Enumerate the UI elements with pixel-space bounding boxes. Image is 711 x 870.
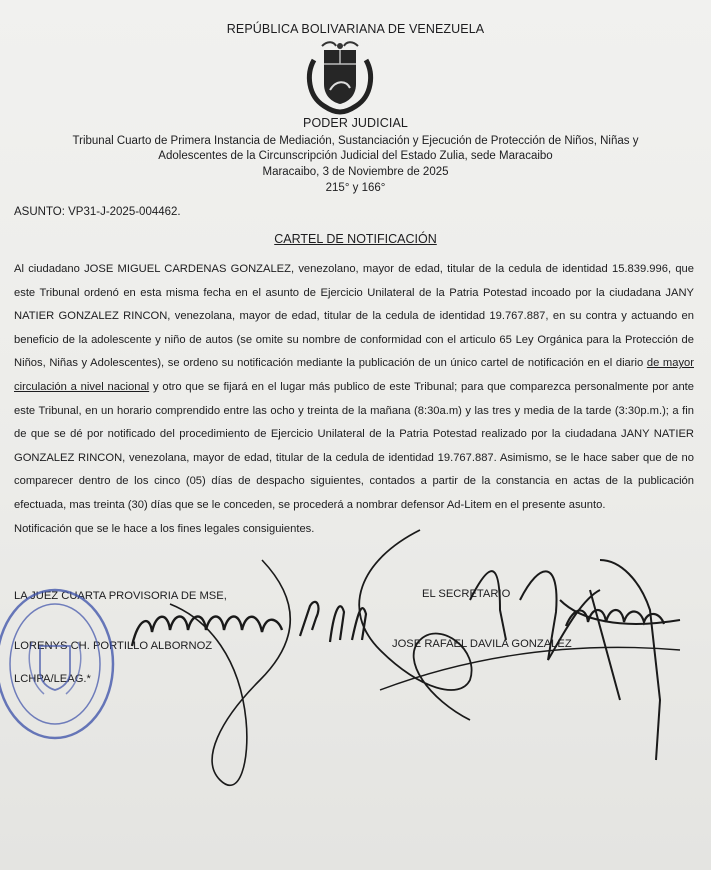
document-date: Maracaibo, 3 de Noviembre de 2025 — [262, 166, 449, 178]
court-name-line1: Tribunal Cuarto de Primera Instancia de Mediación, Sustanciación y Ejecución de Protección de Niños, Niñas y — [72, 135, 639, 147]
notice-text-part2: y otro que se fijará en el lugar más publico de este Tribunal; para que comparezca personalmente por ante este Tribunal, en un horario comprendido entre las ocho y treinta de la mañana (8:30a.m) y las tres y media de la tarde (3:30p.m.); a fin de que se dé por notificado del procedimiento de Ejercicio Unilateral de la Patria Potestad realizado por la ciudadana JANY NATIER GONZALEZ RINCON, venezolana, mayor de edad, titular de la cedula de identidad 19.767.887. Asimismo, se le hace saber que de no comparecer dentro de los cinco (05) días de despacho siguientes, contados a partir de la constancia en actas de la publicación efectuada, mas treinta (30) días que se le conceden, se procederá a nombrar defensor Ad-Litem en el presente asunto. — [14, 380, 694, 511]
case-number: ASUNTO: VP31-J-2025-004462. — [14, 206, 181, 218]
coat-of-arms-icon — [300, 40, 380, 115]
document-title: CARTEL DE NOTIFICACIÓN — [274, 232, 437, 246]
judicial-branch: PODER JUDICIAL — [303, 116, 408, 130]
notice-body — [14, 258, 694, 541]
secretary-name: JOSE RAFAEL DAVILA GONZALEZ — [392, 638, 572, 650]
court-name-line2: Adolescentes de la Circunscripción Judicial del Estado Zulia, sede Maracaibo — [158, 150, 553, 162]
notice-underlined: de mayor circulación a nivel nacional — [14, 357, 694, 393]
judge-name: LORENYS CH. PORTILLO ALBORNOZ — [14, 640, 213, 652]
secretary-role: EL SECRETARIO — [422, 588, 511, 600]
notice-paragraph — [14, 258, 694, 518]
notice-closing: Notificación que se le hace a los fines legales consiguientes. — [14, 522, 315, 535]
file-initials: LCHPA/LEAG.* — [14, 673, 91, 685]
judge-role: LA JUEZ CUARTA PROVISORIA DE MSE, — [14, 590, 227, 602]
court-stamp-icon — [0, 586, 118, 742]
notice-text-part1: Al ciudadano JOSE MIGUEL CARDENAS GONZALEZ, venezolano, mayor de edad, titular de la cedula de identidad 15.839.996, que este Tribunal ordenó en esta misma fecha en el asunto de Ejercicio Unilateral de la Patria Potestad incoado por la ciudadana JANY NATIER GONZALEZ RINCON, venezolana, mayor de edad, titular de la cedula de identidad 19.767.887, en su contra y actuando en beneficio de la adolescente y niño de autos (se omite su nombre de conformidad con el articulo 65 Ley Orgánica para la Protección de Niños, Niñas y Adolescentes), se ordeno su notificación mediante la publicación de un único cartel de notificación en el diario — [14, 263, 694, 370]
years-line: 215° y 166° — [325, 182, 386, 194]
country-heading: REPÚBLICA BOLIVARIANA DE VENEZUELA — [226, 22, 485, 36]
